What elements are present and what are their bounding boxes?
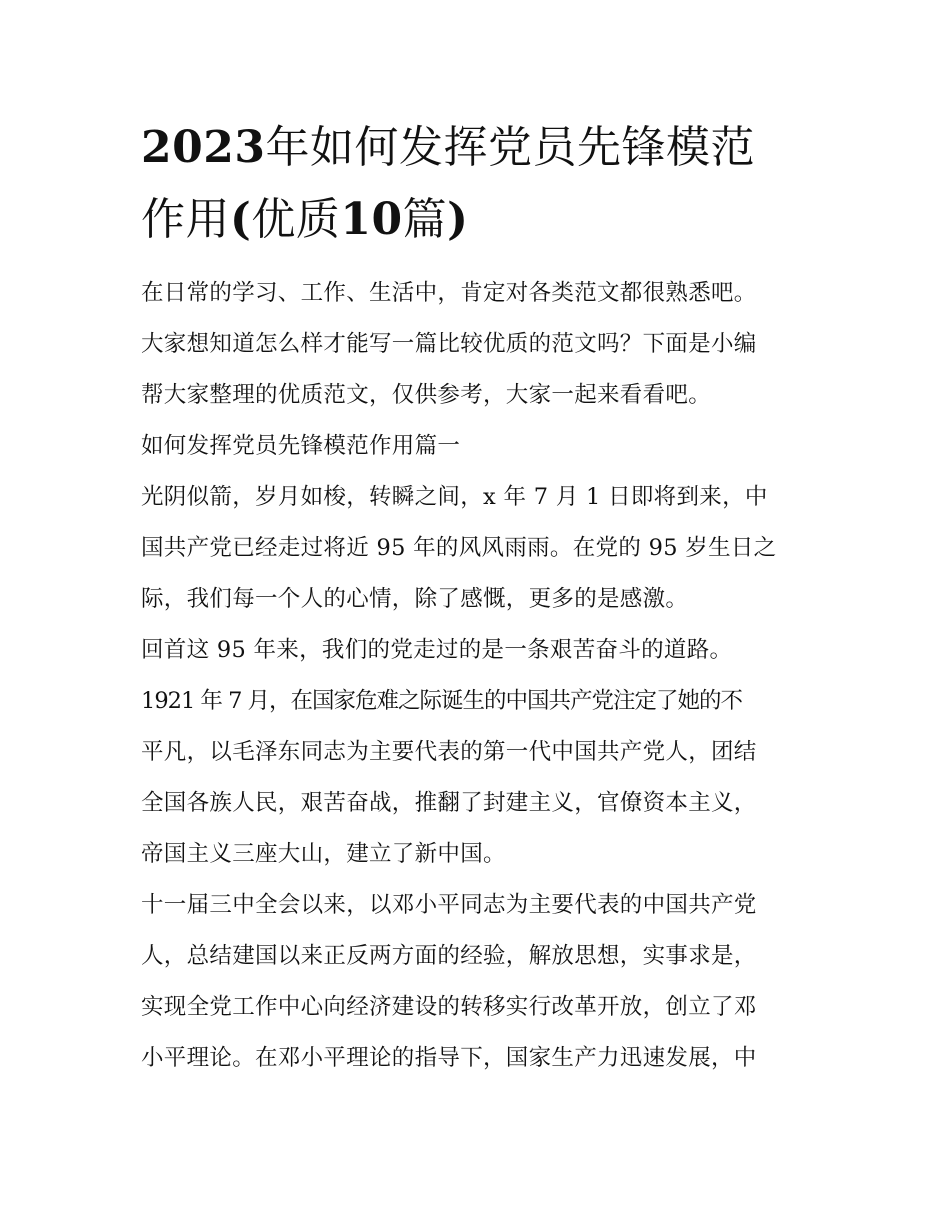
section-heading-text: 如何发挥党员先锋模范作用篇一 bbox=[141, 433, 461, 459]
paragraph-line: 实现全党工作中心向经济建设的转移实行改革开放，创立了邓 bbox=[141, 994, 757, 1020]
paragraph-line: 在日常的学习、工作、生活中，肯定对各类范文都很熟悉吧。 bbox=[141, 280, 757, 306]
document-title bbox=[141, 112, 811, 256]
paragraph-founding bbox=[141, 676, 811, 880]
paragraph-anniversary bbox=[141, 472, 811, 625]
paragraph-reform bbox=[141, 880, 811, 1084]
paragraph-line: 平凡，以毛泽东同志为主要代表的第一代中国共产党人，团结 bbox=[141, 739, 757, 765]
title-text-2e: 篇 bbox=[402, 194, 448, 245]
paragraph-line: 帝国主义三座大山，建立了新中国。 bbox=[141, 841, 506, 867]
title-line-2 bbox=[141, 184, 811, 256]
title-text-1: 年如何发挥党员先锋模范 bbox=[265, 122, 755, 173]
title-line-1 bbox=[141, 112, 811, 184]
paragraph-intro bbox=[141, 268, 811, 421]
paragraph-line: 大家想知道怎么样才能写一篇比较优质的范文吗？下面是小编 bbox=[141, 331, 757, 357]
paragraph-line: 人，总结建国以来正反两方面的经验，解放思想，实事求是， bbox=[141, 943, 757, 969]
title-count: 10 bbox=[340, 194, 403, 245]
paragraph-line: 全国各族人民，艰苦奋战，推翻了封建主义，官僚资本主义， bbox=[141, 790, 757, 816]
paragraph-line: 十一届三中全会以来，以邓小平同志为主要代表的中国共产党 bbox=[141, 892, 757, 918]
title-paren-open: ( bbox=[230, 194, 252, 245]
paragraph-line: 国共产党已经走过将近 95 年的风风雨雨。在党的 95 岁生日之 bbox=[141, 535, 777, 561]
paragraph-line: 帮大家整理的优质范文，仅供参考，大家一起来看看吧。 bbox=[141, 382, 712, 408]
title-year: 2023 bbox=[141, 122, 266, 173]
paragraph-line: 1921 年 7 月，在国家危难之际诞生的中国共产党注定了她的不 bbox=[141, 688, 743, 714]
paragraph-line: 光阴似箭，岁月如梭，转瞬之间，x 年 7 月 1 日即将到来，中 bbox=[141, 484, 768, 510]
title-text-2c: 优质 bbox=[251, 194, 341, 245]
section-heading bbox=[141, 421, 811, 472]
paragraph-line: 小平理论。在邓小平理论的指导下，国家生产力迅速发展，中 bbox=[141, 1045, 757, 1071]
paragraph-line: 回首这 95 年来，我们的党走过的是一条艰苦奋斗的道路。 bbox=[141, 637, 733, 663]
paragraph-review bbox=[141, 625, 811, 676]
title-paren-close: ) bbox=[447, 194, 469, 245]
document-content bbox=[141, 112, 811, 1084]
paragraph-line: 际，我们每一个人的心情，除了感慨，更多的是感激。 bbox=[141, 586, 689, 612]
title-text-2a: 作用 bbox=[141, 194, 230, 245]
document-body bbox=[141, 268, 811, 1084]
